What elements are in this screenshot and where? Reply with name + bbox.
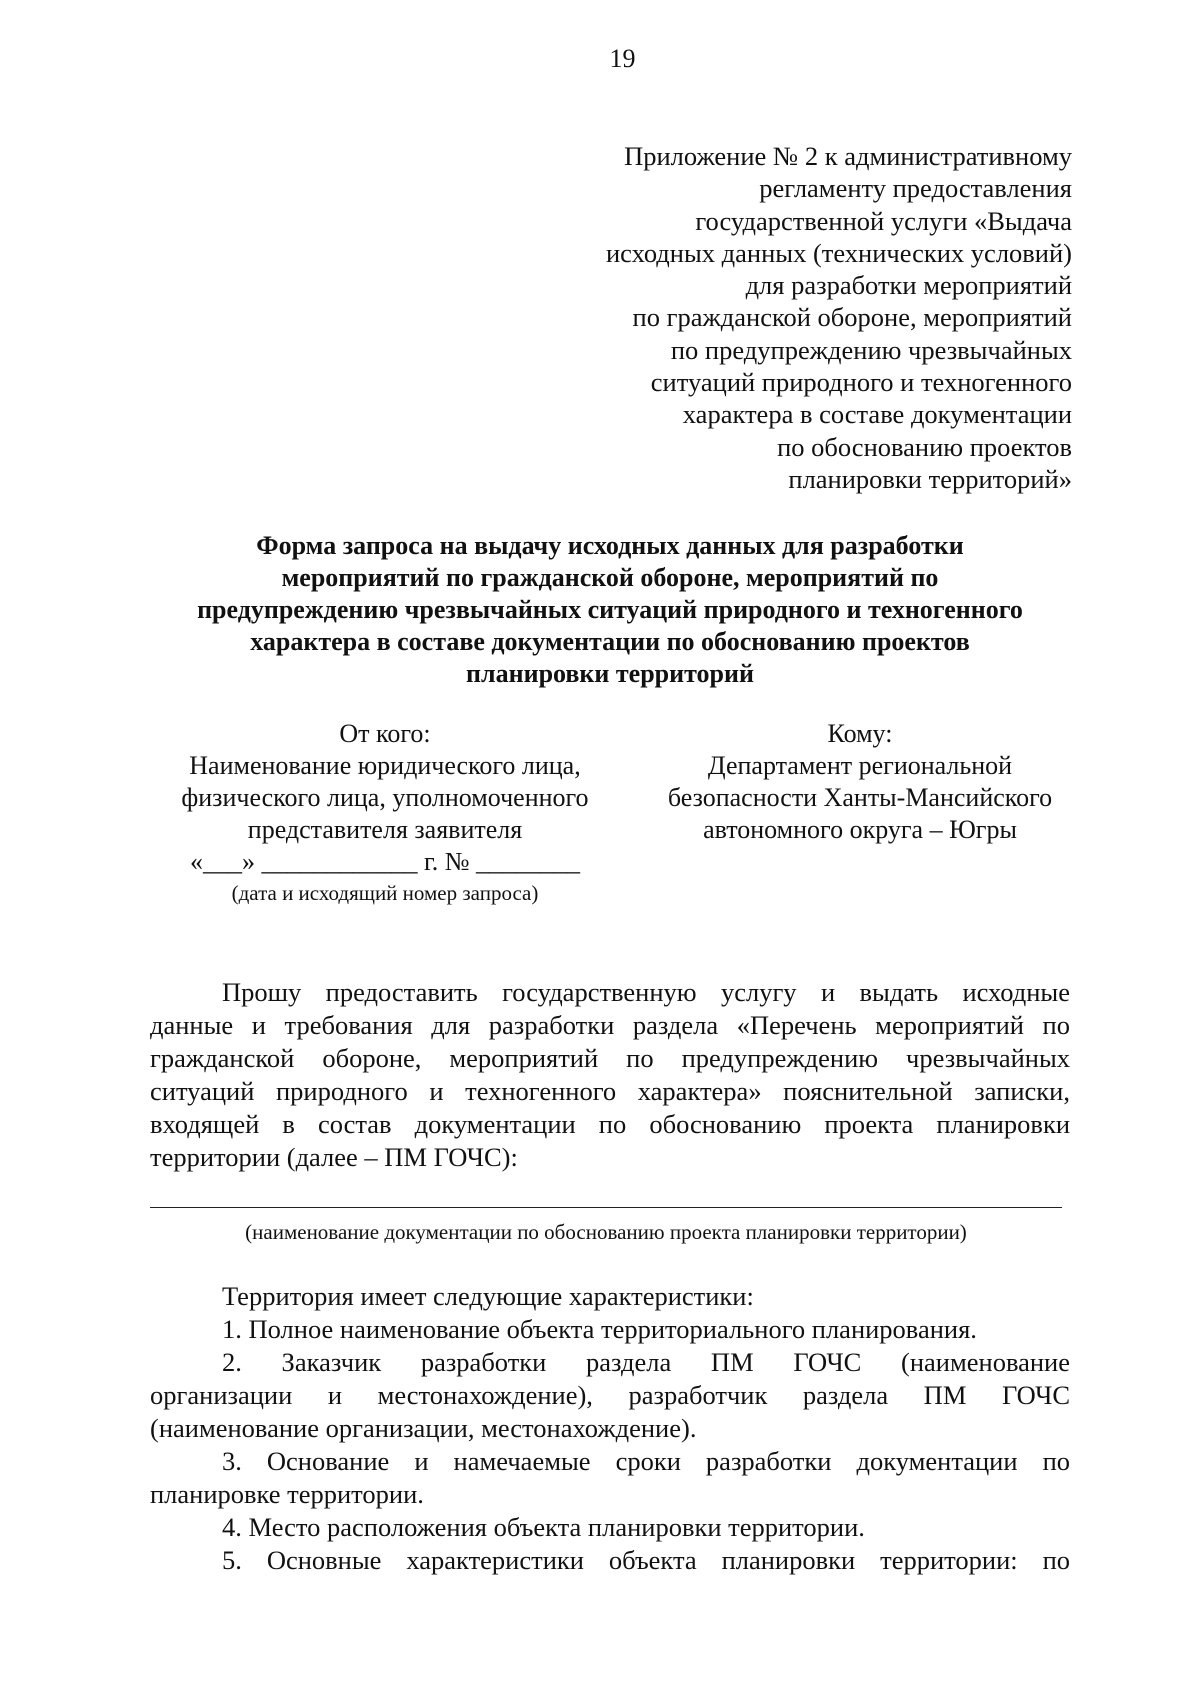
appendix-line: характера в составе документации — [682, 399, 1072, 430]
form-title-line: предупреждению чрезвычайных ситуаций природного и техногенного — [197, 595, 1023, 624]
documentation-name-caption: (наименование документации по обоснованию проекта планировки территории) — [245, 1220, 967, 1244]
list-item-continuation: планировке территории. — [150, 1479, 424, 1509]
characteristics-intro: Территория имеет следующие характеристики: — [222, 1281, 754, 1311]
characteristics-list — [150, 1280, 1070, 1577]
appendix-header — [512, 140, 1072, 495]
recipient-heading: Кому: — [827, 719, 893, 748]
appendix-line: ситуаций природного и техногенного — [650, 367, 1072, 398]
list-item: 5. Основные характеристики объекта планировки территории: по — [222, 1545, 1070, 1575]
recipient-line: Департамент региональной — [707, 751, 1013, 780]
recipient-block — [640, 718, 1080, 846]
request-line: данные и требования для разработки раздела «Перечень мероприятий по — [150, 1010, 1070, 1040]
request-line: территории (далее – ПМ ГОЧС): — [150, 1142, 518, 1172]
appendix-line: по гражданской обороне, мероприятий — [632, 302, 1072, 333]
page-number: 19 — [609, 44, 636, 73]
list-item-continuation: (наименование организации, местонахождение). — [150, 1413, 697, 1443]
appendix-line: планировки территорий» — [788, 463, 1072, 494]
appendix-line: по предупреждению чрезвычайных — [670, 334, 1072, 365]
request-line: Прошу предоставить государственную услугу и выдать исходные — [222, 977, 1070, 1007]
list-item: 1. Полное наименование объекта территориального планирования. — [222, 1314, 977, 1344]
request-line: входящей в состав документации по обоснованию проекта планировки — [150, 1109, 1070, 1139]
date-number-line: «___» ____________ г. № ________ — [189, 847, 581, 876]
request-line: гражданской обороне, мероприятий по предупреждению чрезвычайных — [150, 1043, 1070, 1073]
documentation-name-blank-line — [150, 1207, 1062, 1208]
recipient-line: автономного округа – Югры — [703, 815, 1017, 844]
appendix-line: исходных данных (технических условий) — [605, 237, 1072, 268]
appendix-line: Приложение № 2 к административному — [624, 141, 1072, 171]
sender-block — [150, 718, 620, 906]
list-item: 4. Место расположения объекта планировки территории. — [222, 1512, 865, 1542]
request-paragraph — [150, 976, 1070, 1174]
form-title — [140, 530, 1080, 690]
request-line: ситуаций природного и техногенного характера» пояснительной записки, — [150, 1076, 1070, 1106]
form-title-line: мероприятий по гражданской обороне, мероприятий по — [281, 563, 939, 592]
date-number-caption: (дата и исходящий номер запроса) — [231, 881, 539, 905]
appendix-line: государственной услуги «Выдача — [695, 205, 1072, 236]
appendix-line: по обоснованию проектов — [777, 431, 1072, 462]
sender-line: Наименование юридического лица, — [189, 751, 581, 780]
list-item-continuation: организации и местонахождение), разработчик раздела ПМ ГОЧС — [150, 1380, 1070, 1410]
recipient-line: безопасности Ханты-Мансийского — [667, 783, 1053, 812]
sender-heading: От кого: — [339, 719, 431, 748]
sender-line: физического лица, уполномоченного — [181, 783, 589, 812]
list-item: 3. Основание и намечаемые сроки разработки документации по — [222, 1446, 1070, 1476]
appendix-line: для разработки мероприятий — [745, 270, 1072, 301]
list-item: 2. Заказчик разработки раздела ПМ ГОЧС (наименование — [222, 1347, 1070, 1377]
appendix-line: регламенту предоставления — [759, 173, 1072, 204]
form-title-line: характера в составе документации по обоснованию проектов — [250, 627, 970, 656]
form-title-line: планировки территорий — [466, 659, 754, 688]
sender-line: представителя заявителя — [247, 815, 523, 844]
form-title-line: Форма запроса на выдачу исходных данных для разработки — [256, 531, 964, 560]
